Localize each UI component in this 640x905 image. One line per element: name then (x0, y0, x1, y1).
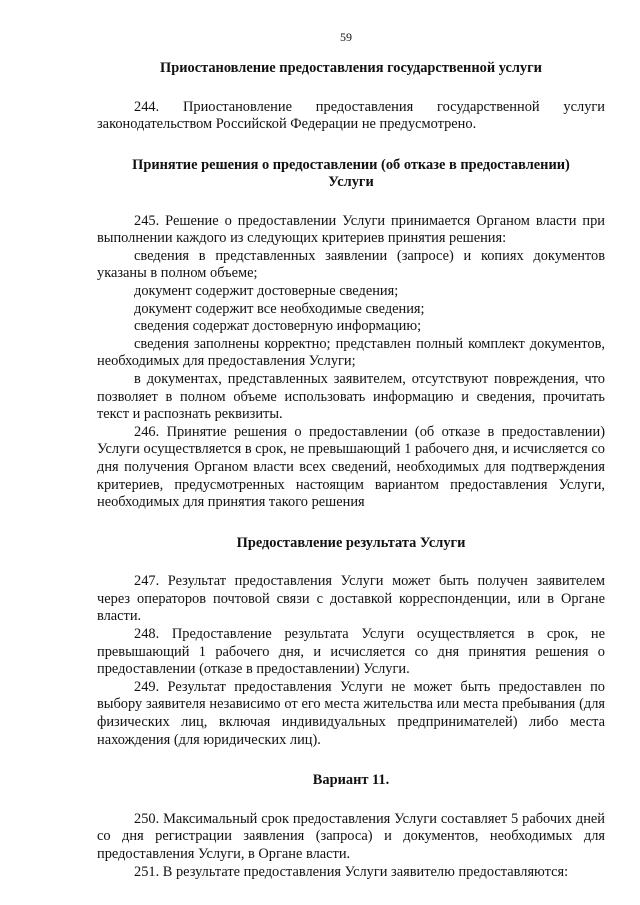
paragraph-247: 247. Результат предоставления Услуги может быть получен заявителем через операторов почтовой связи с доставкой корреспонденции, или в Органе власти. (97, 573, 605, 625)
criterion-no-damage: в документах, представленных заявителем, отсутствуют повреждения, что позволяет в полном объеме использовать информацию и сведения, прочитать текст и распознать реквизиты. (97, 371, 605, 423)
section-heading-decision-line-2: Услуги (328, 174, 374, 191)
paragraph-246: 246. Принятие решения о предоставлении (об отказе в предоставлении) Услуги осуществляется в срок, не превышающий 1 рабочего дня, и исчисляется со дня получения Органом власти всех сведений, необходимых для подтверждения критериев, предусмотренных настоящим вариантом предоставления Услуги, необходимых для принятия такого решения (97, 423, 605, 511)
document-page (97, 30, 605, 900)
criterion-all-data: документ содержит все необходимые сведения; (134, 300, 425, 317)
section-heading-variant-11: Вариант 11. (312, 772, 390, 789)
paragraph-244: 244. Приостановление предоставления государственной услуги законодательством Российской Федерации не предусмотрено. (97, 98, 605, 133)
section-heading-result: Предоставление результата Услуги (236, 534, 466, 551)
paragraph-245: 245. Решение о предоставлении Услуги принимается Органом власти при выполнении каждого из следующих критериев принятия решения: (97, 212, 605, 247)
paragraph-251: 251. В результате предоставления Услуги заявителю предоставляются: (134, 863, 569, 880)
criterion-reliable-data: документ содержит достоверные сведения; (134, 283, 399, 300)
page-number: 59 (340, 30, 352, 44)
paragraph-249: 249. Результат предоставления Услуги не может быть предоставлен по выбору заявителя независимо от его места жительства или места пребывания (для физических лиц, включая индивидуальных предпринимателей) либо места нахождения (для юридических лиц). (97, 678, 605, 748)
criterion-full-volume: сведения в представленных заявлении (запросе) и копиях документов указаны в полном объеме; (97, 247, 605, 282)
section-heading-suspension: Приостановление предоставления государственной услуги (160, 60, 542, 76)
paragraph-250: 250. Максимальный срок предоставления Услуги составляет 5 рабочих дней со дня регистрации заявления (запроса) и документов, необходимых для предоставления Услуги, в Органе власти. (97, 810, 605, 862)
section-heading-decision-line-1: Принятие решения о предоставлении (об отказе в предоставлении) (132, 156, 570, 173)
paragraph-248: 248. Предоставление результата Услуги осуществляется в срок, не превышающий 1 рабочего дня, и исчисляется со дня принятия решения о предоставлении (отказе в предоставлении) Услуги. (97, 626, 605, 678)
criterion-reliable-info: сведения содержат достоверную информацию; (134, 318, 422, 335)
criterion-filled-correctly: сведения заполнены корректно; представлен полный комплект документов, необходимых для предоставления Услуги; (97, 335, 605, 370)
section-heading-decision (97, 157, 605, 192)
